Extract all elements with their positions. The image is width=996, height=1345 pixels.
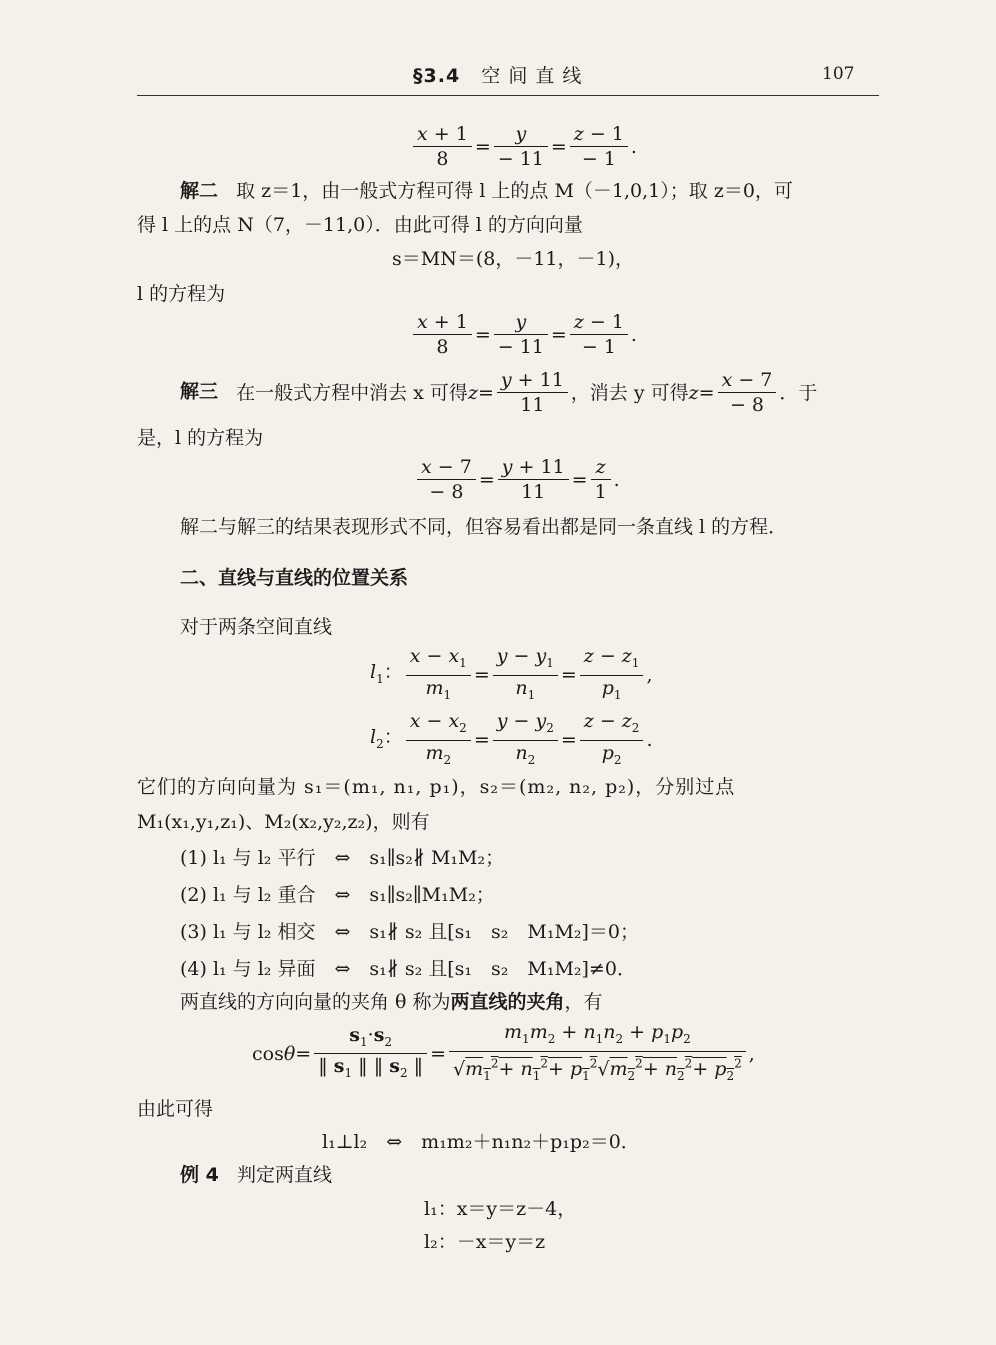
solution-three-text-b: ，消去 y 可得 [570, 381, 689, 404]
equation-symmetric-2: $\frac{x + 1}{8}$ = $\frac{y}{- 11}$ = $\frac{z - 1}{- 1}$ . [410, 310, 637, 359]
section-header [413, 61, 582, 88]
condition-parallel: (1) l₁ 与 l₂ 平行 ⇔ s₁∥s₂∦ M₁M₂； [180, 847, 505, 869]
example-label: 例 4 [180, 1164, 219, 1186]
page-number: 107 [822, 64, 855, 84]
solution-three-line1: 解三 在一般式方程中消去 x 可得z= $\frac{y + 11}{11}$ ，消去 y 可得z= $\frac{x - 7}{- 8}$ ．于 [180, 369, 818, 416]
remark-paragraph: 解二与解三的结果表现形式不同，但容易看出都是同一条直线 l 的方程． [180, 516, 788, 538]
intro-paragraph: 对于两条空间直线 [180, 616, 333, 638]
angle-text-a: 两直线的方向向量的夹角 θ 称为 [180, 991, 451, 1013]
perpendicular-condition: l₁⊥l₂ ⇔ m₁m₂＋n₁n₂＋p₁p₂＝0． [322, 1131, 640, 1153]
example-line-l1: l₁：x＝y＝z－4， [424, 1198, 577, 1220]
section-heading: 二、直线与直线的位置关系 [180, 567, 409, 589]
example-4 [180, 1160, 332, 1187]
example-text: 判定两直线 [236, 1164, 332, 1186]
condition-intersecting: (3) l₁ 与 l₂ 相交 ⇔ s₁∦ s₂ 且[s₁ s₂ M₁M₂]＝0； [180, 921, 640, 943]
solution-two-line2: 得 l 上的点 N（7，－11,0）．由此可得 l 的方向向量 [137, 214, 583, 236]
line-l1-equation: $l_1$： $\frac{x - x_1}{m_1}$ = $\frac{y - y_1}{n_1}$ = $\frac{z - z_1}{p_1}$ , [370, 645, 653, 702]
solution-two-line1 [180, 176, 793, 203]
angle-definition [180, 987, 603, 1014]
solution-two-text1: 取 z＝1，由一般式方程可得 l 上的点 M（－1,0,1）；取 z＝0，可 [236, 180, 793, 202]
condition-coincident: (2) l₁ 与 l₂ 重合 ⇔ s₁∥s₂∥M₁M₂； [180, 884, 495, 906]
equation-intro-line: l 的方程为 [137, 283, 226, 305]
direction-vectors-line1: 它们的方向向量为 s₁＝(m₁, n₁, p₁)，s₂＝(m₂, n₂, p₂)，分别过点 [137, 776, 736, 798]
condition-skew: (4) l₁ 与 l₂ 异面 ⇔ s₁∦ s₂ 且[s₁ s₂ M₁M₂]≠0． [180, 958, 636, 980]
solution-three-text-a: 在一般式方程中消去 x 可得 [236, 381, 468, 404]
equation-symmetric-3: $\frac{x - 7}{- 8}$ = $\frac{y + 11}{11}$ = $\frac{z}{1}$ . [414, 455, 620, 504]
solution-two-label: 解二 [180, 180, 219, 202]
example-line-l2: l₂：－x＝y＝z [424, 1231, 546, 1253]
angle-text-b: ，有 [564, 991, 603, 1013]
equation-symmetric-1: $\frac{x + 1}{8}$ = $\frac{y}{- 11}$ = $\frac{z - 1}{- 1}$ . [410, 122, 637, 171]
section-title: 空 间 直 线 [481, 65, 583, 87]
line-l2-equation: $l_2$： $\frac{x - x_2}{m_2}$ = $\frac{y - y_2}{n_2}$ = $\frac{z - z_2}{p_2}$ . [370, 710, 653, 767]
solution-three-label: 解三 [180, 380, 219, 403]
header-rule [137, 95, 879, 96]
direction-vectors-line2: M₁(x₁,y₁,z₁)、M₂(x₂,y₂,z₂)，则有 [137, 811, 430, 833]
solution-three-text-c: ．于 [779, 381, 818, 404]
hence-line: 由此可得 [137, 1098, 214, 1120]
cosine-formula: cosθ= $\frac{s_1\cdot s_2}{‖ s_1 ‖ ‖ s_2 ‖}$ = $\frac{m_1m_2 + n_1n_2 + p_1p_2}{√m_1^2+ n_1^2+ p_1^2√m_2^2+ n_2^2+ p_2^2}$ , [252, 1021, 755, 1083]
section-number: §3.4 [413, 65, 461, 87]
direction-vector-equation: s＝MN＝(8，－11，－1)， [392, 248, 635, 270]
solution-three-line2: 是，l 的方程为 [137, 427, 264, 449]
angle-term: 两直线的夹角 [450, 991, 565, 1013]
